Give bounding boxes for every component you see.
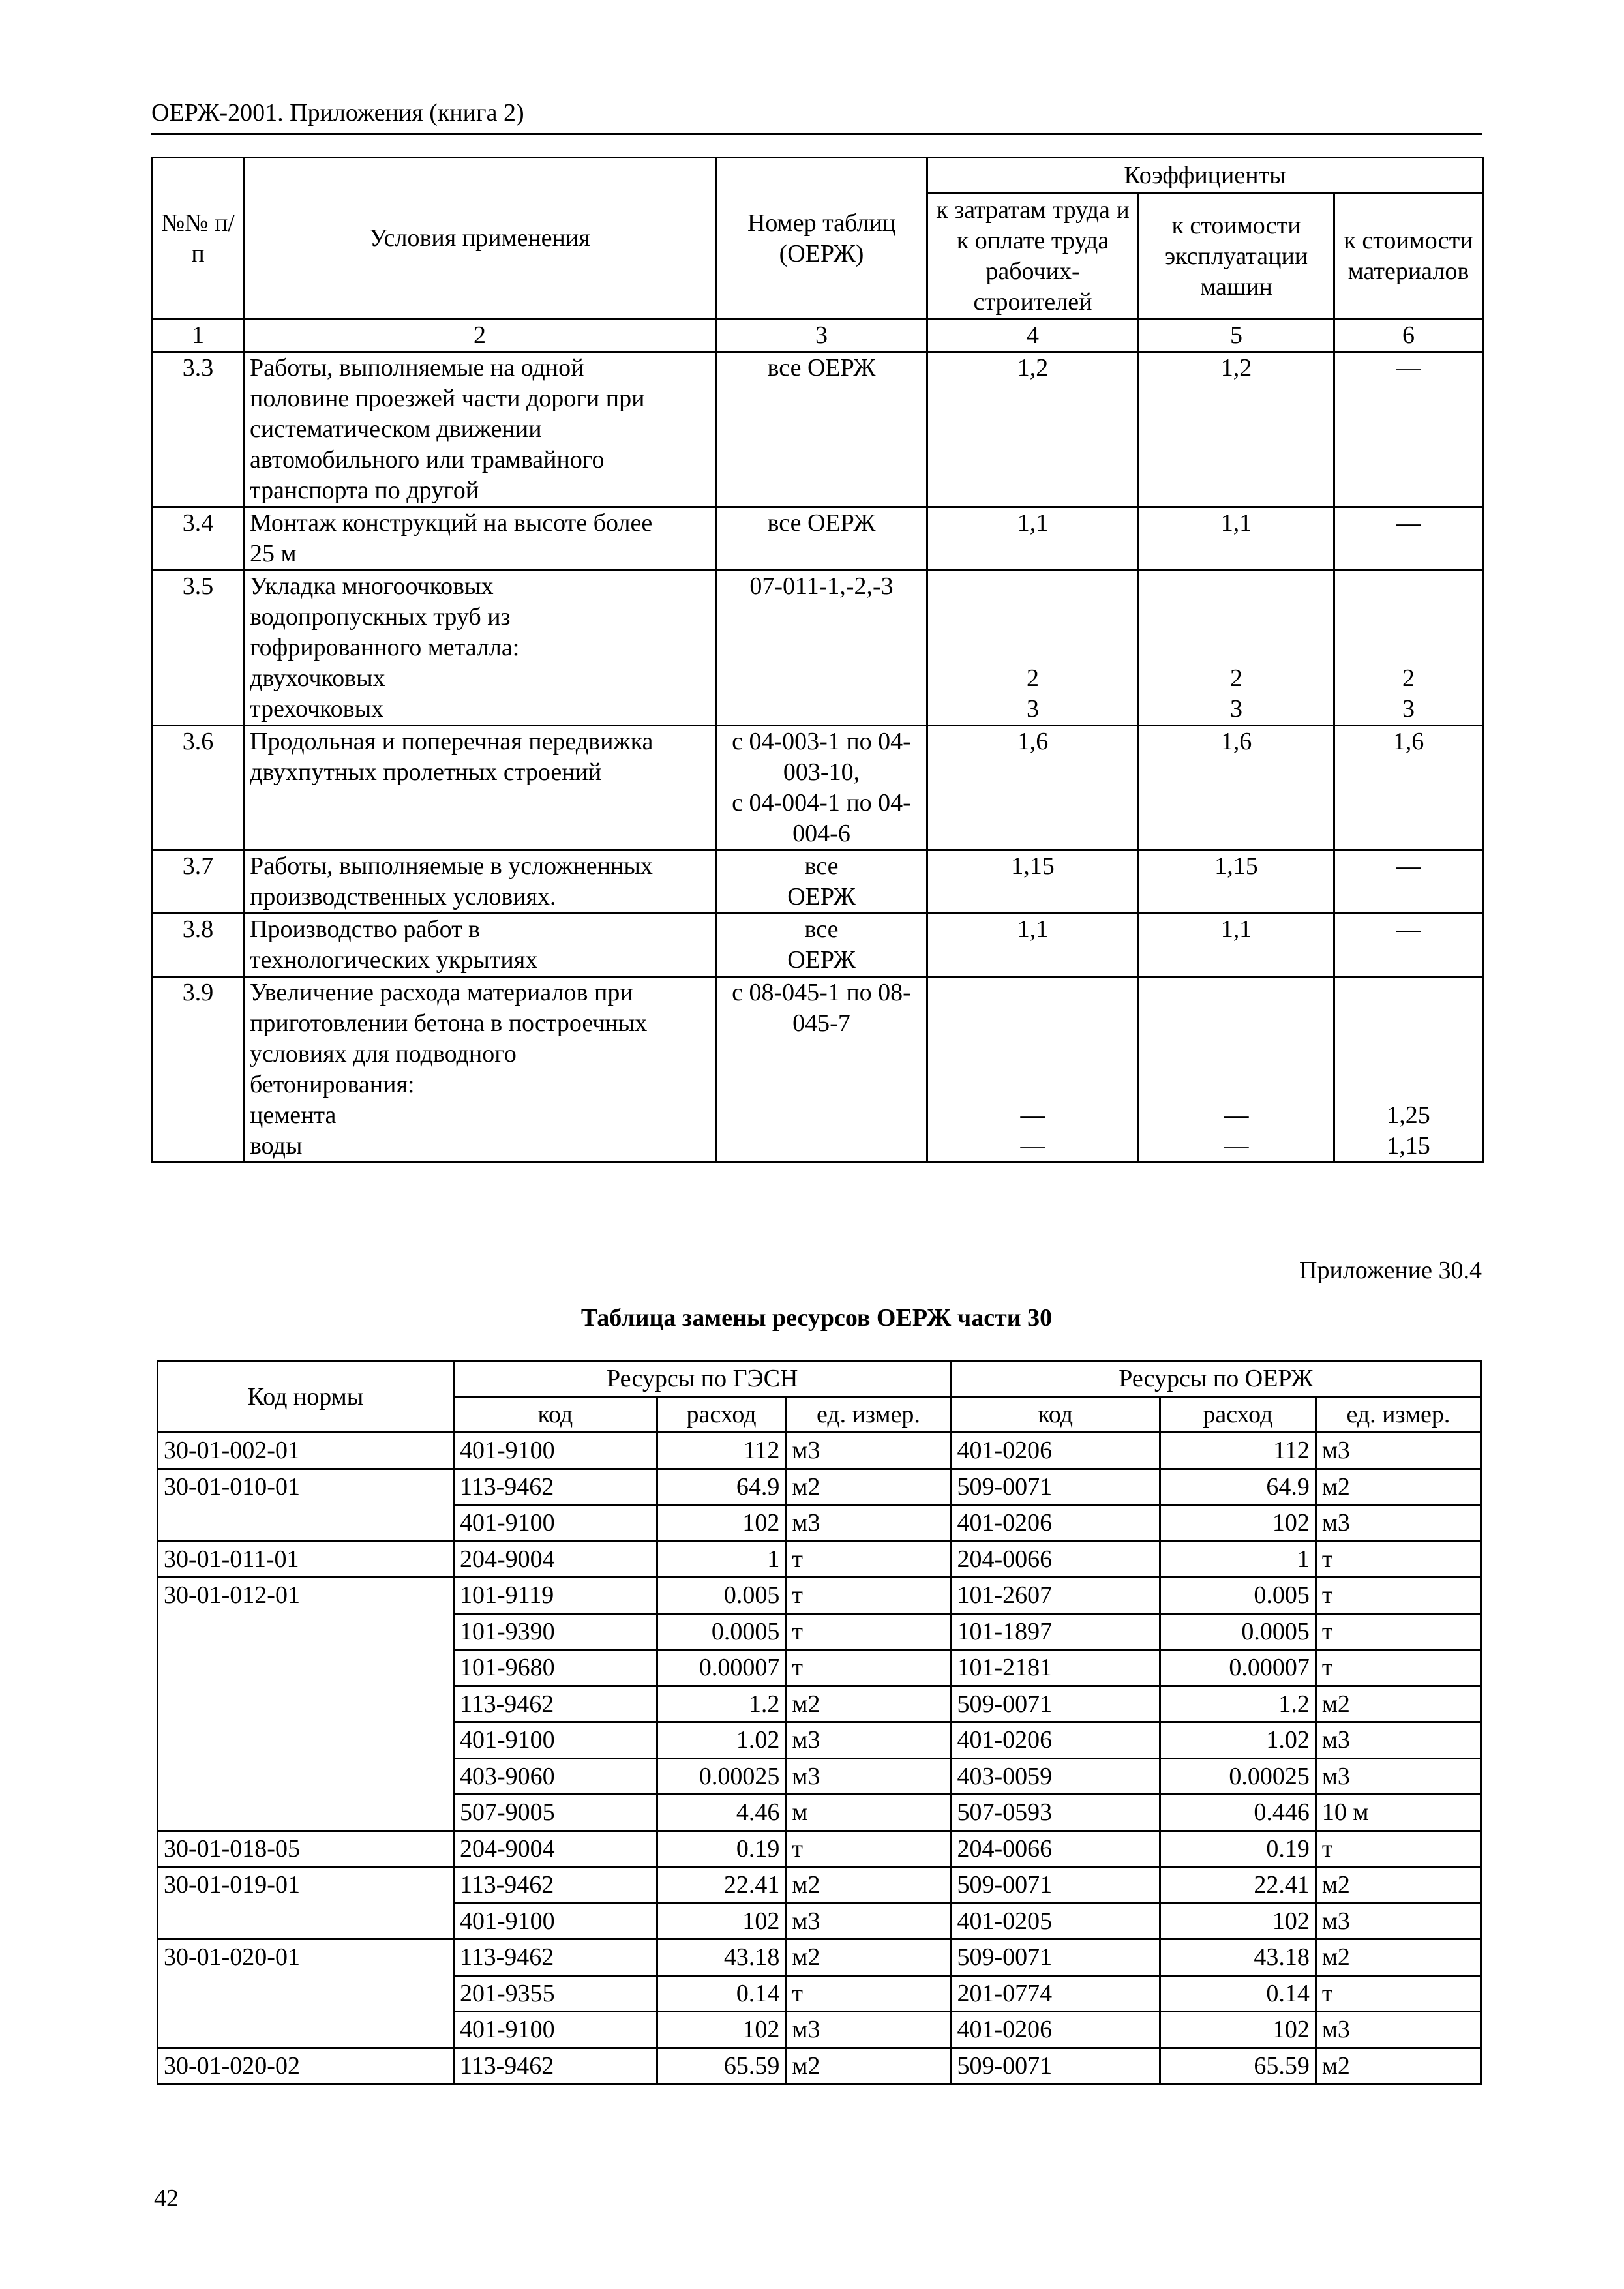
col-header-code: Код нормы	[158, 1361, 454, 1433]
oerzh-unit-cell: м3	[1316, 1903, 1481, 1939]
cell-line: 003-10,	[783, 758, 860, 786]
col-subheader: код	[454, 1397, 657, 1433]
labor-coefficient-cell	[927, 571, 1139, 726]
col-header-labor: к затратам труда и к оплате труда рабочих-строителей	[927, 194, 1139, 320]
col-header-oerzh: Ресурсы по ОЕРЖ	[951, 1361, 1481, 1397]
cell-line	[1145, 1039, 1328, 1070]
oerzh-amount-cell: 0.446	[1160, 1795, 1316, 1831]
cell-line: водопропускных труб из	[250, 603, 511, 631]
gesn-unit-cell: м3	[786, 1758, 951, 1795]
cell-line	[1145, 1008, 1328, 1039]
oerzh-amount-cell: 0.00007	[1160, 1650, 1316, 1686]
gesn-unit-cell: т	[786, 1541, 951, 1578]
cell-line: половине проезжей части дороги при	[250, 385, 645, 412]
col-subheader: расход	[1160, 1397, 1316, 1433]
column-number: 1	[153, 320, 244, 352]
gesn-code-cell: 401-9100	[454, 1433, 657, 1469]
conditions-cell	[244, 507, 716, 571]
row-number: 3.4	[153, 507, 244, 571]
gesn-unit-cell: м	[786, 1795, 951, 1831]
labor-coefficient-cell	[927, 507, 1139, 571]
cell-line: 1,25	[1387, 1101, 1430, 1129]
tables-cell	[716, 850, 927, 914]
cell-line	[1340, 1070, 1477, 1100]
cell-line: 1,15	[1011, 852, 1055, 880]
cell-line: 2	[1230, 665, 1242, 692]
cell-line: Продольная и поперечная передвижка	[250, 728, 654, 755]
col-header-materials: к стоимости материалов	[1334, 194, 1483, 320]
gesn-amount-cell: 43.18	[657, 1939, 786, 1976]
cell-line	[1145, 633, 1328, 663]
materials-coefficient-cell	[1334, 507, 1483, 571]
coefficients-table	[151, 157, 1484, 1163]
oerzh-unit-cell: м3	[1316, 1505, 1481, 1542]
gesn-amount-cell: 0.14	[657, 1975, 786, 2012]
cell-line	[933, 633, 1132, 663]
cell-line: все ОЕРЖ	[767, 354, 876, 382]
cell-line: 1,6	[1017, 728, 1049, 755]
cell-line: Работы, выполняемые в усложненных	[250, 852, 653, 880]
table-row	[158, 1578, 1481, 1614]
tables-cell	[716, 977, 927, 1163]
oerzh-amount-cell: 102	[1160, 1505, 1316, 1542]
materials-coefficient-cell	[1334, 726, 1483, 850]
cell-line: автомобильного или трамвайного	[250, 446, 605, 473]
col-header-tables: Номер таблиц (ОЕРЖ)	[716, 158, 927, 320]
gesn-amount-cell: 0.19	[657, 1831, 786, 1867]
row-number: 3.6	[153, 726, 244, 850]
cell-line: Увеличение расхода материалов при	[250, 979, 633, 1006]
col-subheader: код	[951, 1397, 1160, 1433]
materials-coefficient-cell	[1334, 914, 1483, 977]
materials-coefficient-cell	[1334, 571, 1483, 726]
machines-coefficient-cell	[1139, 507, 1334, 571]
gesn-code-cell: 113-9462	[454, 1686, 657, 1722]
cell-line	[933, 1039, 1132, 1070]
cell-line	[1340, 633, 1477, 663]
cell-line: воды	[250, 1132, 303, 1159]
cell-line: условиях для подводного	[250, 1040, 517, 1068]
column-number: 6	[1334, 320, 1483, 352]
cell-line: —	[1396, 852, 1421, 880]
norm-code-cell: 30-01-020-01	[158, 1939, 454, 2048]
col-subheader: расход	[657, 1397, 786, 1433]
gesn-code-cell: 204-9004	[454, 1831, 657, 1867]
gesn-code-cell: 201-9355	[454, 1975, 657, 2012]
cell-line	[1340, 978, 1477, 1008]
table-row	[153, 850, 1483, 914]
conditions-cell	[244, 914, 716, 977]
gesn-code-cell: 507-9005	[454, 1795, 657, 1831]
cell-line	[1145, 571, 1328, 602]
gesn-code-cell: 113-9462	[454, 1867, 657, 1904]
row-number: 3.7	[153, 850, 244, 914]
cell-line: ОЕРЖ	[787, 946, 856, 974]
cell-line: 07-011-1,-2,-3	[749, 573, 894, 600]
oerzh-code-cell: 509-0071	[951, 1469, 1160, 1505]
oerzh-unit-cell: м2	[1316, 1469, 1481, 1505]
machines-coefficient-cell	[1139, 977, 1334, 1163]
column-number: 5	[1139, 320, 1334, 352]
cell-line	[933, 978, 1132, 1008]
col-subheader: ед. измер.	[786, 1397, 951, 1433]
labor-coefficient-cell	[927, 352, 1139, 507]
oerzh-unit-cell: т	[1316, 1613, 1481, 1650]
norm-code-cell: 30-01-002-01	[158, 1433, 454, 1469]
gesn-code-cell: 401-9100	[454, 2012, 657, 2048]
oerzh-unit-cell: т	[1316, 1650, 1481, 1686]
gesn-amount-cell: 4.46	[657, 1795, 786, 1831]
oerzh-amount-cell: 0.0005	[1160, 1613, 1316, 1650]
conditions-cell	[244, 850, 716, 914]
oerzh-code-cell: 403-0059	[951, 1758, 1160, 1795]
gesn-code-cell: 401-9100	[454, 1903, 657, 1939]
gesn-unit-cell: м2	[786, 1939, 951, 1976]
machines-coefficient-cell	[1139, 352, 1334, 507]
cell-line: все	[804, 852, 839, 880]
gesn-code-cell: 101-9119	[454, 1578, 657, 1614]
cell-line: —	[1224, 1101, 1249, 1129]
gesn-code-cell: 113-9462	[454, 1469, 657, 1505]
row-number: 3.8	[153, 914, 244, 977]
oerzh-code-cell: 507-0593	[951, 1795, 1160, 1831]
gesn-amount-cell: 1.2	[657, 1686, 786, 1722]
materials-coefficient-cell	[1334, 352, 1483, 507]
gesn-unit-cell: м3	[786, 1505, 951, 1542]
cell-line: 1,6	[1220, 728, 1252, 755]
oerzh-code-cell: 509-0071	[951, 1867, 1160, 1904]
cell-line: технологических укрытиях	[250, 946, 538, 974]
cell-line: цемента	[250, 1101, 337, 1129]
oerzh-amount-cell: 102	[1160, 1903, 1316, 1939]
gesn-code-cell: 401-9100	[454, 1505, 657, 1542]
oerzh-code-cell: 509-0071	[951, 1939, 1160, 1976]
table-row	[153, 507, 1483, 571]
cell-line: 1,1	[1017, 509, 1049, 537]
gesn-code-cell: 113-9462	[454, 2048, 657, 2084]
conditions-cell	[244, 352, 716, 507]
gesn-unit-cell: м3	[786, 1433, 951, 1469]
column-number: 4	[927, 320, 1139, 352]
cell-line: 045-7	[792, 1010, 850, 1037]
oerzh-amount-cell: 0.005	[1160, 1578, 1316, 1614]
oerzh-code-cell: 204-0066	[951, 1831, 1160, 1867]
gesn-unit-cell: т	[786, 1650, 951, 1686]
col-header-machines: к стоимости эксплуатации машин	[1139, 194, 1334, 320]
cell-line: —	[1396, 509, 1421, 537]
row-number: 3.5	[153, 571, 244, 726]
oerzh-amount-cell: 1	[1160, 1541, 1316, 1578]
cell-line: гофрированного металла:	[250, 634, 520, 661]
cell-line: —	[1396, 354, 1421, 382]
gesn-unit-cell: м2	[786, 1469, 951, 1505]
oerzh-code-cell: 401-0205	[951, 1903, 1160, 1939]
oerzh-unit-cell: т	[1316, 1831, 1481, 1867]
gesn-code-cell: 101-9680	[454, 1650, 657, 1686]
gesn-amount-cell: 1	[657, 1541, 786, 1578]
oerzh-unit-cell: м2	[1316, 2048, 1481, 2084]
oerzh-amount-cell: 65.59	[1160, 2048, 1316, 2084]
cell-line: все	[804, 916, 839, 943]
norm-code-cell: 30-01-020-02	[158, 2048, 454, 2084]
cell-line: 2	[1402, 665, 1415, 692]
gesn-amount-cell: 0.00007	[657, 1650, 786, 1686]
oerzh-code-cell: 401-0206	[951, 2012, 1160, 2048]
cell-line: с 08-045-1 по 08-	[732, 979, 911, 1006]
cell-line: —	[1396, 916, 1421, 943]
running-title: ОЕРЖ-2001. Приложения (книга 2)	[151, 99, 524, 127]
cell-line: 1,2	[1220, 354, 1252, 382]
cell-line: 1,15	[1387, 1132, 1430, 1159]
cell-line: все ОЕРЖ	[767, 509, 876, 537]
col-header-conditions: Условия применения	[244, 158, 716, 320]
gesn-unit-cell: т	[786, 1613, 951, 1650]
gesn-amount-cell: 102	[657, 2012, 786, 2048]
oerzh-code-cell: 401-0206	[951, 1722, 1160, 1759]
cell-line: 004-6	[792, 820, 850, 847]
gesn-amount-cell: 65.59	[657, 2048, 786, 2084]
cell-line	[933, 602, 1132, 633]
appendix-label: Приложение 30.4	[1299, 1257, 1482, 1284]
table-row	[158, 1433, 1481, 1469]
oerzh-unit-cell: т	[1316, 1578, 1481, 1614]
oerzh-unit-cell: м3	[1316, 1758, 1481, 1795]
cell-line: 25 м	[250, 540, 297, 567]
table-row	[153, 571, 1483, 726]
oerzh-amount-cell: 1.2	[1160, 1686, 1316, 1722]
tables-cell	[716, 352, 927, 507]
oerzh-amount-cell: 0.19	[1160, 1831, 1316, 1867]
cell-line: Производство работ в	[250, 916, 481, 943]
row-number: 3.9	[153, 977, 244, 1163]
oerzh-amount-cell: 1.02	[1160, 1722, 1316, 1759]
oerzh-unit-cell: м3	[1316, 2012, 1481, 2048]
cell-line: Работы, выполняемые на одной	[250, 354, 584, 382]
table-row	[158, 2048, 1481, 2084]
machines-coefficient-cell	[1139, 726, 1334, 850]
gesn-unit-cell: м3	[786, 1903, 951, 1939]
materials-coefficient-cell	[1334, 977, 1483, 1163]
gesn-unit-cell: т	[786, 1975, 951, 2012]
cell-line	[1340, 1008, 1477, 1039]
gesn-amount-cell: 102	[657, 1903, 786, 1939]
conditions-cell	[244, 726, 716, 850]
column-number: 3	[716, 320, 927, 352]
norm-code-cell: 30-01-010-01	[158, 1469, 454, 1541]
cell-line	[1145, 602, 1328, 633]
row-number: 3.3	[153, 352, 244, 507]
gesn-unit-cell: м2	[786, 1867, 951, 1904]
oerzh-unit-cell: м3	[1316, 1433, 1481, 1469]
gesn-amount-cell: 112	[657, 1433, 786, 1469]
cell-line: приготовлении бетона в построечных	[250, 1010, 648, 1037]
gesn-amount-cell: 0.005	[657, 1578, 786, 1614]
gesn-unit-cell: т	[786, 1578, 951, 1614]
cell-line: с 04-004-1 по 04-	[732, 789, 911, 816]
cell-line: двухпутных пролетных строений	[250, 758, 602, 786]
table-row	[158, 1469, 1481, 1505]
labor-coefficient-cell	[927, 977, 1139, 1163]
cell-line	[933, 571, 1132, 602]
tables-cell	[716, 571, 927, 726]
cell-line: —	[1224, 1132, 1249, 1159]
oerzh-unit-cell: т	[1316, 1541, 1481, 1578]
gesn-amount-cell: 0.00025	[657, 1758, 786, 1795]
gesn-unit-cell: м3	[786, 2012, 951, 2048]
cell-line: Монтаж конструкций на высоте более	[250, 509, 653, 537]
cell-line	[933, 1008, 1132, 1039]
norm-code-cell: 30-01-019-01	[158, 1867, 454, 1939]
cell-line	[1340, 602, 1477, 633]
cell-line: 1,15	[1214, 852, 1258, 880]
materials-coefficient-cell	[1334, 850, 1483, 914]
oerzh-amount-cell: 102	[1160, 2012, 1316, 2048]
column-number: 2	[244, 320, 716, 352]
cell-line: 3	[1027, 695, 1039, 723]
oerzh-unit-cell: м2	[1316, 1686, 1481, 1722]
table-row	[153, 977, 1483, 1163]
header-rule	[151, 133, 1482, 135]
gesn-code-cell: 403-9060	[454, 1758, 657, 1795]
table-row	[158, 1541, 1481, 1578]
gesn-amount-cell: 102	[657, 1505, 786, 1542]
cell-line: трехочковых	[250, 695, 384, 723]
labor-coefficient-cell	[927, 850, 1139, 914]
gesn-amount-cell: 0.0005	[657, 1613, 786, 1650]
table-row	[153, 914, 1483, 977]
cell-line: производственных условиях.	[250, 883, 556, 910]
table-row	[158, 1867, 1481, 1904]
conditions-cell	[244, 977, 716, 1163]
oerzh-code-cell: 509-0071	[951, 1686, 1160, 1722]
norm-code-cell: 30-01-012-01	[158, 1578, 454, 1831]
cell-line: Укладка многоочковых	[250, 573, 494, 600]
resource-replacement-table	[157, 1360, 1482, 2085]
gesn-unit-cell: т	[786, 1831, 951, 1867]
oerzh-amount-cell: 0.00025	[1160, 1758, 1316, 1795]
cell-line: 3	[1402, 695, 1415, 723]
oerzh-amount-cell: 64.9	[1160, 1469, 1316, 1505]
cell-line: систематическом движении	[250, 415, 542, 443]
cell-line: 1,1	[1220, 509, 1252, 537]
cell-line: ОЕРЖ	[787, 883, 856, 910]
cell-line	[1340, 571, 1477, 602]
cell-line: бетонирования:	[250, 1071, 415, 1098]
cell-line: с 04-003-1 по 04-	[732, 728, 911, 755]
table-row	[158, 1939, 1481, 1976]
col-header-coefficients: Коэффициенты	[927, 158, 1483, 194]
page-number: 42	[154, 2185, 179, 2212]
cell-line: двухочковых	[250, 665, 385, 692]
machines-coefficient-cell	[1139, 914, 1334, 977]
gesn-unit-cell: м3	[786, 1722, 951, 1759]
cell-line: —	[1020, 1101, 1045, 1129]
oerzh-amount-cell: 0.14	[1160, 1975, 1316, 2012]
gesn-amount-cell: 22.41	[657, 1867, 786, 1904]
oerzh-code-cell: 101-2181	[951, 1650, 1160, 1686]
table-row	[153, 726, 1483, 850]
oerzh-code-cell: 401-0206	[951, 1433, 1160, 1469]
oerzh-amount-cell: 22.41	[1160, 1867, 1316, 1904]
conditions-cell	[244, 571, 716, 726]
table-row	[153, 352, 1483, 507]
oerzh-code-cell: 204-0066	[951, 1541, 1160, 1578]
oerzh-unit-cell: м2	[1316, 1939, 1481, 1976]
cell-line: 2	[1027, 665, 1039, 692]
tables-cell	[716, 507, 927, 571]
oerzh-amount-cell: 112	[1160, 1433, 1316, 1469]
labor-coefficient-cell	[927, 726, 1139, 850]
oerzh-unit-cell: т	[1316, 1975, 1481, 2012]
oerzh-amount-cell: 43.18	[1160, 1939, 1316, 1976]
tables-cell	[716, 726, 927, 850]
oerzh-unit-cell: м3	[1316, 1722, 1481, 1759]
oerzh-code-cell: 401-0206	[951, 1505, 1160, 1542]
gesn-amount-cell: 64.9	[657, 1469, 786, 1505]
table-row	[158, 1831, 1481, 1867]
gesn-code-cell: 401-9100	[454, 1722, 657, 1759]
col-subheader: ед. измер.	[1316, 1397, 1481, 1433]
norm-code-cell: 30-01-018-05	[158, 1831, 454, 1867]
cell-line: транспорта по другой	[250, 477, 479, 504]
cell-line	[1340, 1039, 1477, 1070]
gesn-code-cell: 204-9004	[454, 1541, 657, 1578]
gesn-code-cell: 113-9462	[454, 1939, 657, 1976]
gesn-code-cell: 101-9390	[454, 1613, 657, 1650]
gesn-unit-cell: м2	[786, 1686, 951, 1722]
cell-line	[1145, 1070, 1328, 1100]
tables-cell	[716, 914, 927, 977]
cell-line	[933, 1070, 1132, 1100]
cell-line: —	[1020, 1132, 1045, 1159]
oerzh-code-cell: 101-2607	[951, 1578, 1160, 1614]
oerzh-code-cell: 509-0071	[951, 2048, 1160, 2084]
norm-code-cell: 30-01-011-01	[158, 1541, 454, 1578]
cell-line: 1,1	[1017, 916, 1049, 943]
table-title: Таблица замены ресурсов ОЕРЖ части 30	[580, 1304, 1053, 1332]
cell-line: 1,6	[1392, 728, 1424, 755]
gesn-amount-cell: 1.02	[657, 1722, 786, 1759]
machines-coefficient-cell	[1139, 850, 1334, 914]
oerzh-unit-cell: 10 м	[1316, 1795, 1481, 1831]
oerzh-unit-cell: м2	[1316, 1867, 1481, 1904]
cell-line: 1,2	[1017, 354, 1049, 382]
col-header-gesn: Ресурсы по ГЭСН	[454, 1361, 951, 1397]
machines-coefficient-cell	[1139, 571, 1334, 726]
labor-coefficient-cell	[927, 914, 1139, 977]
gesn-unit-cell: м2	[786, 2048, 951, 2084]
oerzh-code-cell: 201-0774	[951, 1975, 1160, 2012]
oerzh-code-cell: 101-1897	[951, 1613, 1160, 1650]
col-header-num: №№ п/п	[153, 158, 244, 320]
cell-line	[1145, 978, 1328, 1008]
cell-line: 3	[1230, 695, 1242, 723]
cell-line: 1,1	[1220, 916, 1252, 943]
